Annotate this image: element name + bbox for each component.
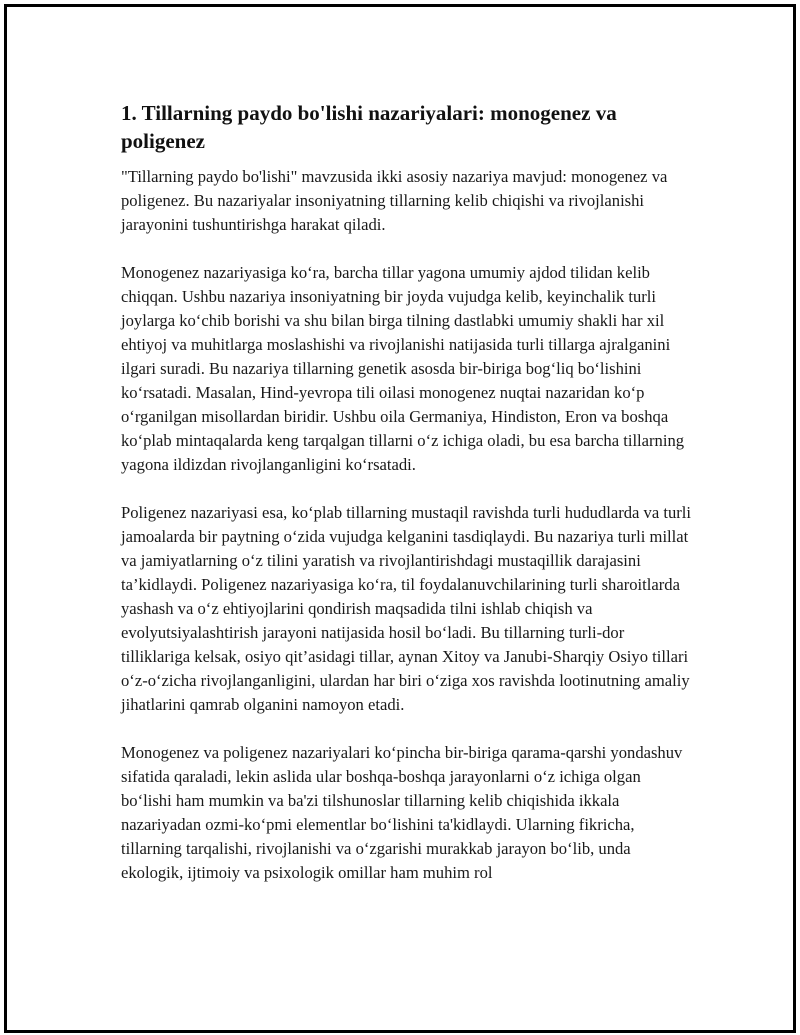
document-body [121, 99, 693, 909]
paragraph-intro: "Tillarning paydo bo'lishi" mavzusida ikki asosiy nazariya mavjud: monogenez va poligenez. Bu nazariyalar insoniyatning tillarning kelib chiqishi va rivojlanishi jarayonini tushuntirishga harakat qiladi. [121, 167, 668, 234]
paragraph-monogenez: Monogenez nazariyasiga ko‘ra, barcha tillar yagona umumiy ajdod tilidan kelib chiqqan. Ushbu nazariya insoniyatning bir joyda vujudga kelib, keyinchalik turli joylarga ko‘chib borishi va shu bilan birga tilning dastlabki umumiy shakli har xil ehtiyoj va muhitlarga moslashishi va rivojlanishi natijasida turli tillarga ajralganini ilgari suradi. Bu nazariya tillarning genetik asosda bir-biriga bog‘liq bo‘lishini ko‘rsatadi. Masalan, Hind-yevropa tili oilasi monogenez nuqtai nazaridan ko‘p o‘rganilgan misollardan biridir. Ushbu oila Germaniya, Hindiston, Eron va boshqa ko‘plab mintaqalarda keng tarqalgan tillarni o‘z ichiga oladi, bu esa barcha tillarning yagona ildizdan rivojlanganligini ko‘rsatadi. [121, 263, 685, 474]
section-title: 1. Tillarning paydo bo'lishi nazariyalari: monogenez va poligenez [121, 101, 617, 153]
paragraph-comparison: Monogenez va poligenez nazariyalari ko‘pincha bir-biriga qarama-qarshi yondashuv sifatida qaraladi, lekin aslida ular boshqa-boshqa jarayonlarni o‘z ichiga olgan bo‘lishi ham mumkin va ba'zi tilshunoslar tillarning kelib chiqishida ikkala nazariyadan ozmi-ko‘pmi elementlar bo‘lishini ta'kidlaydi. Ularning fikricha, tillarning tarqalishi, rivojlanishi va o‘zgarishi murakkab jarayon bo‘lib, unda ekologik, ijtimoiy va psixologik omillar ham muhim rol [121, 743, 683, 882]
paragraph-poligenez: Poligenez nazariyasi esa, ko‘plab tillarning mustaqil ravishda turli hududlarda va turli jamoalarda bir paytning o‘zida vujudga kelganini tasdiqlaydi. Bu nazariya turli millat va jamiyatlarning o‘z tilini yaratish va rivojlantirishdagi mustaqillik darajasini ta’kidlaydi. Poligenez nazariyasiga ko‘ra, til foydalanuvchilarining turli sharoitlarda yashash va o‘z ehtiyojlarini qondirish maqsadida tilni ishlab chiqish va evolyutsiyalashtirish jarayoni natijasida hosil bo‘ladi. Bu tillarning turli-dor tilliklariga kelsak, osiyo qit’asidagi tillar, aynan Xitoy va Janubi-Sharqiy Osiyo tillari o‘z-o‘zicha rivojlanganligini, ulardan har biri o‘ziga xos ravishda lootinutning amaliy jihatlarini qamrab olganini namoyon etadi. [121, 503, 692, 714]
page-frame [4, 4, 796, 1033]
